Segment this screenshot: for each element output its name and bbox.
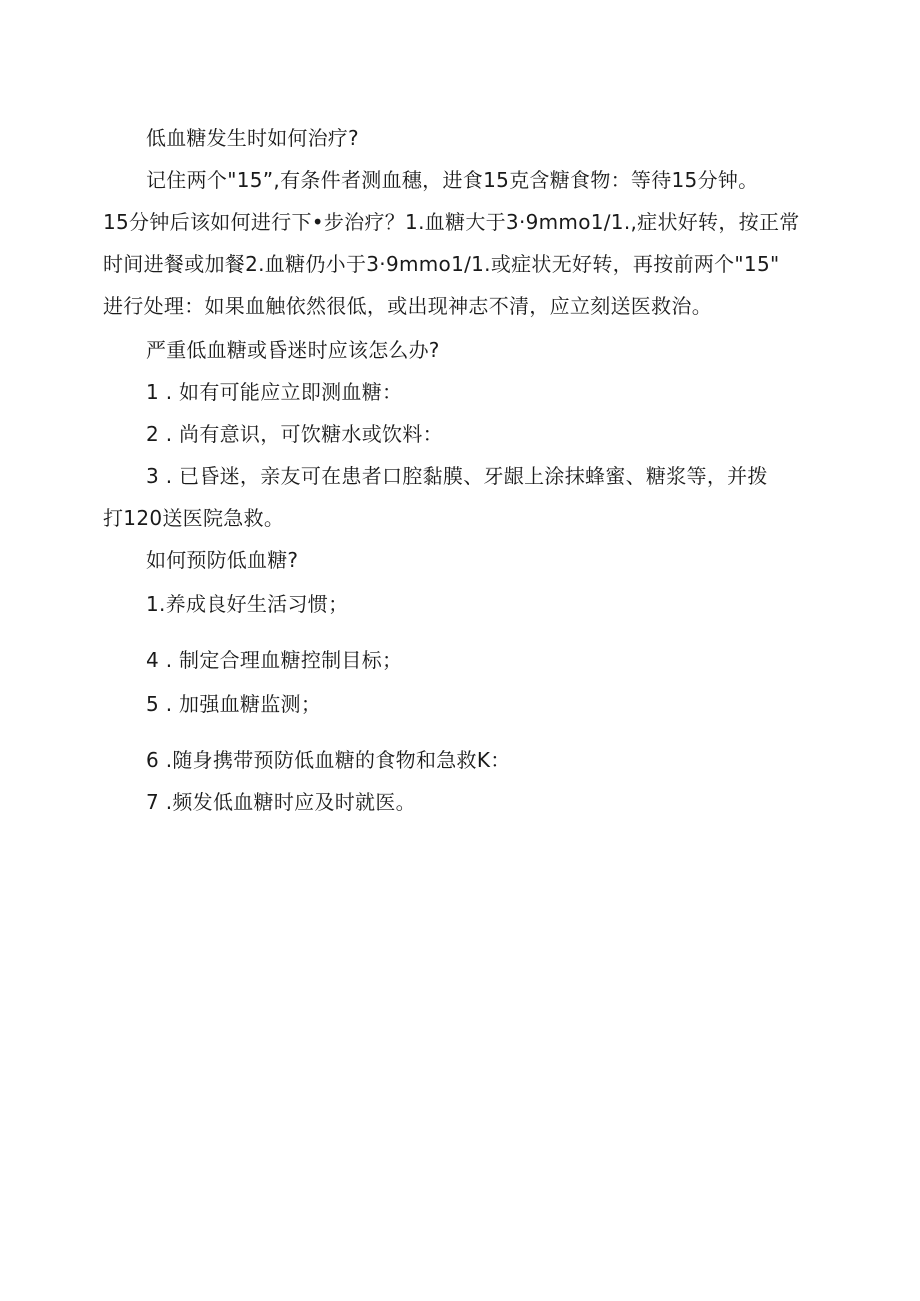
- list-item: [146, 646, 402, 674]
- list-item-text: 1.养成良好生活习惯；: [146, 592, 349, 616]
- heading-severe: 严重低血糖或昏迷时应该怎么办?: [146, 338, 440, 362]
- paragraph-line: 打120送医院急救。: [103, 506, 285, 530]
- heading-prevent: 如何预防低血糖?: [146, 548, 299, 572]
- list-item-number: 5: [146, 692, 160, 716]
- list-item: [146, 590, 348, 618]
- paragraph-line: 时间进餐或加餐2.血糖仍小于3·9mmo1∕1.或症状无好转，再按前两个"15": [103, 252, 780, 276]
- list-item-number: 3: [146, 464, 160, 488]
- list-item: [146, 420, 443, 448]
- heading-treatment: 低血糖发生时如何治疗?: [146, 126, 359, 150]
- list-item-text: .随身携带预防低血糖的食物和急救K：: [165, 748, 511, 772]
- list-item-text: . 已昏迷，亲友可在患者口腔黏膜、牙龈上涂抹蜂蜜、糖浆等，并拨: [165, 464, 768, 488]
- list-item: [146, 746, 511, 774]
- list-item: [146, 788, 416, 816]
- list-item-number: 7: [146, 790, 160, 814]
- list-item-number: 6: [146, 748, 160, 772]
- list-item-text: .频发低血糖时应及时就医。: [165, 790, 416, 814]
- list-item-text: . 尚有意识，可饮糖水或饮料：: [165, 422, 443, 446]
- list-item-text: . 加强血糖监测；: [165, 692, 322, 716]
- list-item: [146, 690, 321, 718]
- list-item: [146, 462, 768, 490]
- list-item: [146, 378, 402, 406]
- paragraph-line: 进行处理：如果血触依然很低，或出现神志不清，应立刻送医救治。: [103, 294, 712, 318]
- list-item-number: 4: [146, 648, 160, 672]
- paragraph-line: 记住两个"15”,有条件者测血穗，进食15克含糖食物：等待15分钟。: [146, 168, 759, 192]
- list-item-number: 1: [146, 380, 160, 404]
- list-item-text: . 如有可能应立即测血糖：: [165, 380, 403, 404]
- list-item-text: . 制定合理血糖控制目标；: [165, 648, 403, 672]
- list-item-number: 2: [146, 422, 160, 446]
- paragraph-line: 15分钟后该如何进行下•步治疗？1.血糖大于3·9mmo1∕1.,症状好转，按正常: [103, 210, 800, 234]
